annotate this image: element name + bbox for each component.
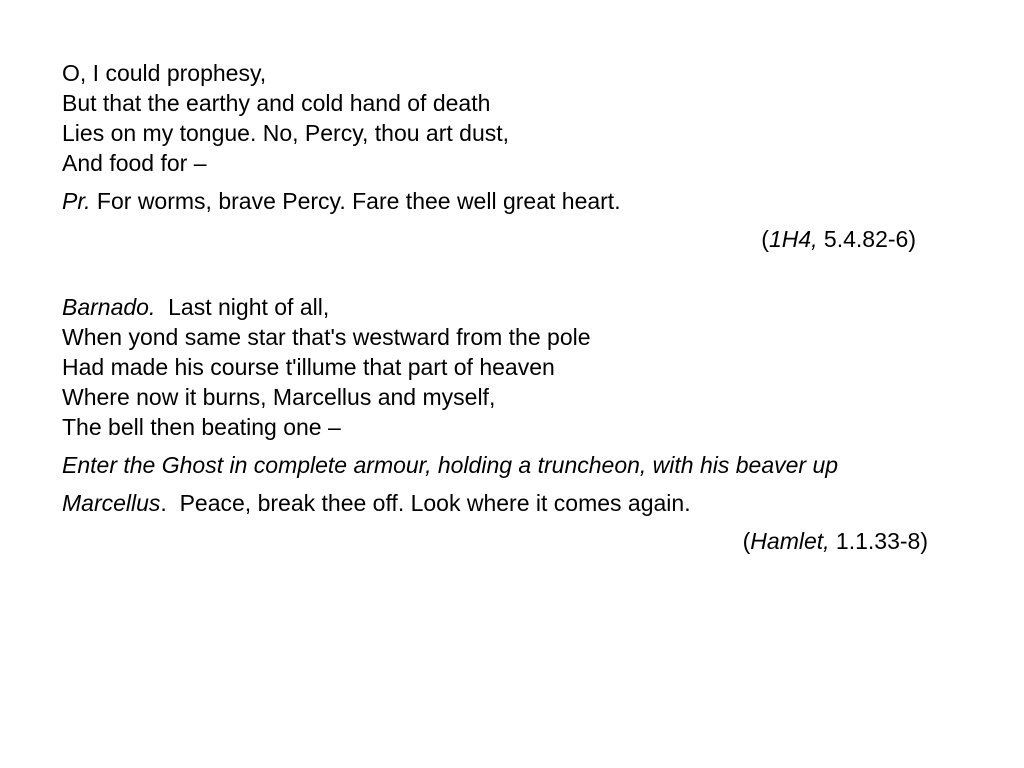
- passage-henry-iv: [62, 58, 962, 254]
- citation: [62, 224, 916, 254]
- stage-direction: Enter the Ghost in complete armour, holding a truncheon, with his beaver up: [62, 452, 839, 478]
- citation: [62, 526, 928, 556]
- verse-line: Had made his course t'illume that part of heaven: [62, 354, 555, 380]
- speech-text: For worms, brave Percy. Fare thee well great heart.: [90, 188, 621, 214]
- verse-line: The bell then beating one –: [62, 414, 341, 440]
- speech-text: Last night of all,: [155, 294, 330, 320]
- citation-reference: 5.4.82-6): [817, 226, 916, 252]
- speaker-name: Barnado.: [62, 294, 156, 320]
- verse-line: But that the earthy and cold hand of death: [62, 90, 491, 116]
- slide-text: [62, 58, 962, 556]
- verse-line: Where now it burns, Marcellus and myself,: [62, 384, 496, 410]
- speech-line: [62, 186, 962, 216]
- citation-open: (: [761, 226, 769, 252]
- verse-line: When yond same star that's westward from the pole: [62, 324, 591, 350]
- citation-reference: 1.1.33-8): [829, 528, 928, 554]
- passage-hamlet: [62, 292, 962, 556]
- speech-text: . Peace, break thee off. Look where it comes again.: [160, 490, 691, 516]
- citation-work: 1H4,: [768, 226, 818, 252]
- verse-line: O, I could prophesy,: [62, 60, 267, 86]
- citation-work: Hamlet,: [750, 528, 830, 554]
- speech-line: [62, 488, 962, 518]
- citation-open: (: [742, 528, 751, 554]
- verse-line: And food for –: [62, 150, 207, 176]
- verse-line: Lies on my tongue. No, Percy, thou art dust,: [62, 120, 510, 146]
- speech-line: [62, 292, 962, 322]
- speaker-name: Marcellus: [62, 490, 161, 516]
- speaker-name: Pr.: [62, 188, 91, 214]
